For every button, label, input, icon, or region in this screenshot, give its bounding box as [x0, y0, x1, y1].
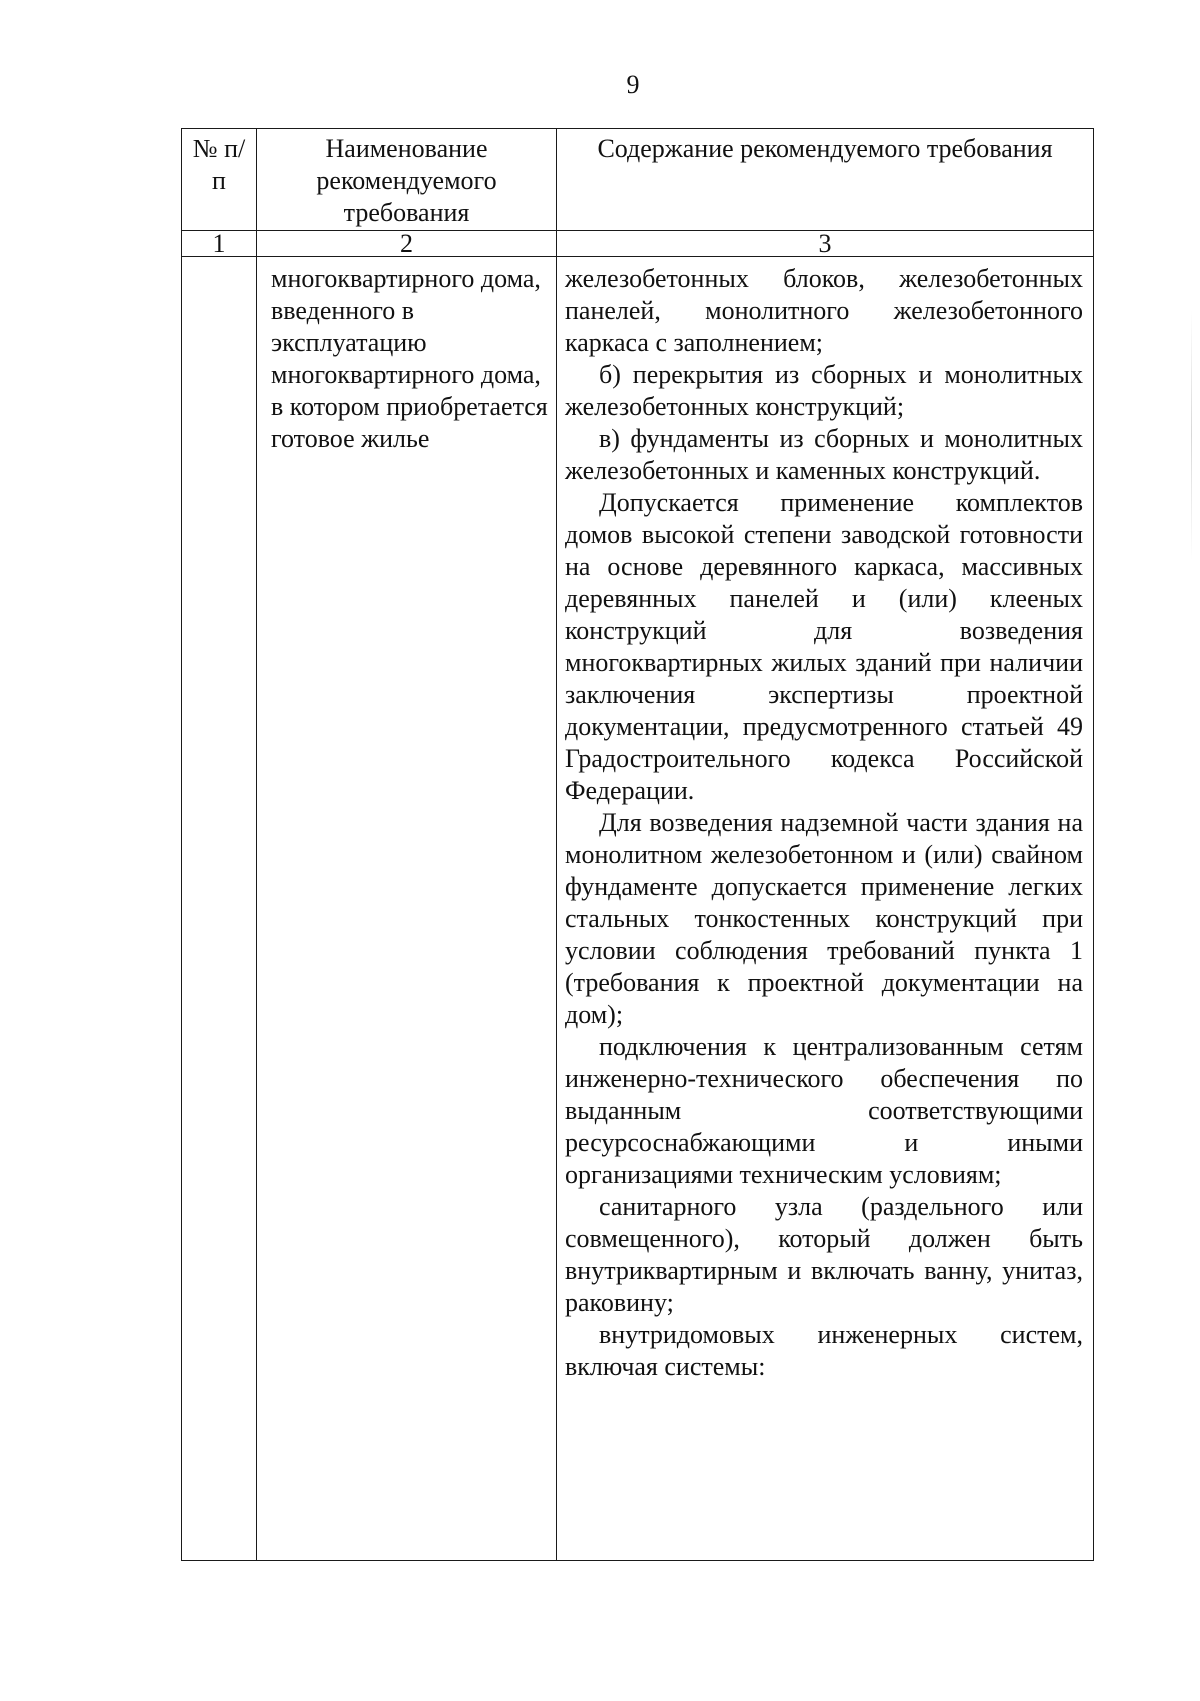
table-header-row — [182, 129, 1094, 231]
column-number-2: 2 — [257, 231, 557, 257]
row-number-cell — [182, 257, 257, 1561]
content-paragraph: Допускается применение комплектов домов высокой степени заводской готовности на основе деревянного каркаса, массивных деревянных панелей и (или) клееных конструкций для возведения многоквартирных жилых зданий при наличии заключения экспертизы проектной документации, предусмотренного статьей 49 Градостроительного кодекса Российской Федерации. — [565, 488, 1083, 805]
header-number: № п/п — [182, 129, 257, 231]
scan-artifact-line — [1191, 310, 1192, 560]
content-paragraph: подключения к централизованным сетям инженерно-технического обеспечения по выданным соответствующими ресурсоснабжающими и иными организациями техническим условиям; — [565, 1032, 1083, 1189]
content-paragraph: санитарного узла (раздельного или совмещенного), который должен быть внутриквартирным и включать ванну, унитаз, раковину; — [565, 1192, 1083, 1317]
page-number: 9 — [626, 70, 640, 99]
requirement-name-cell: многоквартирного дома, введенного в эксплуатацию многоквартирного дома, в котором приобретается готовое жилье — [257, 257, 557, 1561]
content-paragraph: железобетонных блоков, железобетонных панелей, монолитного железобетонного каркаса с заполнением; — [565, 264, 1083, 357]
content-paragraph: Для возведения надземной части здания на монолитном железобетонном и (или) свайном фундаменте допускается применение легких стальных тонкостенных конструкций при условии соблюдения требований пункта 1 (требования к проектной документации на дом); — [565, 808, 1083, 1029]
table-row — [182, 257, 1094, 1561]
content-paragraph: в) фундаменты из сборных и монолитных железобетонных и каменных конструкций. — [565, 424, 1083, 485]
column-number-row — [182, 231, 1094, 257]
column-number-1: 1 — [182, 231, 257, 257]
requirement-content-cell — [557, 257, 1094, 1561]
content-paragraph: б) перекрытия из сборных и монолитных железобетонных конструкций; — [565, 360, 1083, 421]
requirements-table — [181, 128, 1094, 1561]
column-number-3: 3 — [557, 231, 1094, 257]
header-requirement-name: Наименование рекомендуемого требования — [257, 129, 557, 231]
header-requirement-content: Содержание рекомендуемого требования — [557, 129, 1094, 231]
content-paragraph: внутридомовых инженерных систем, включая системы: — [565, 1320, 1083, 1381]
